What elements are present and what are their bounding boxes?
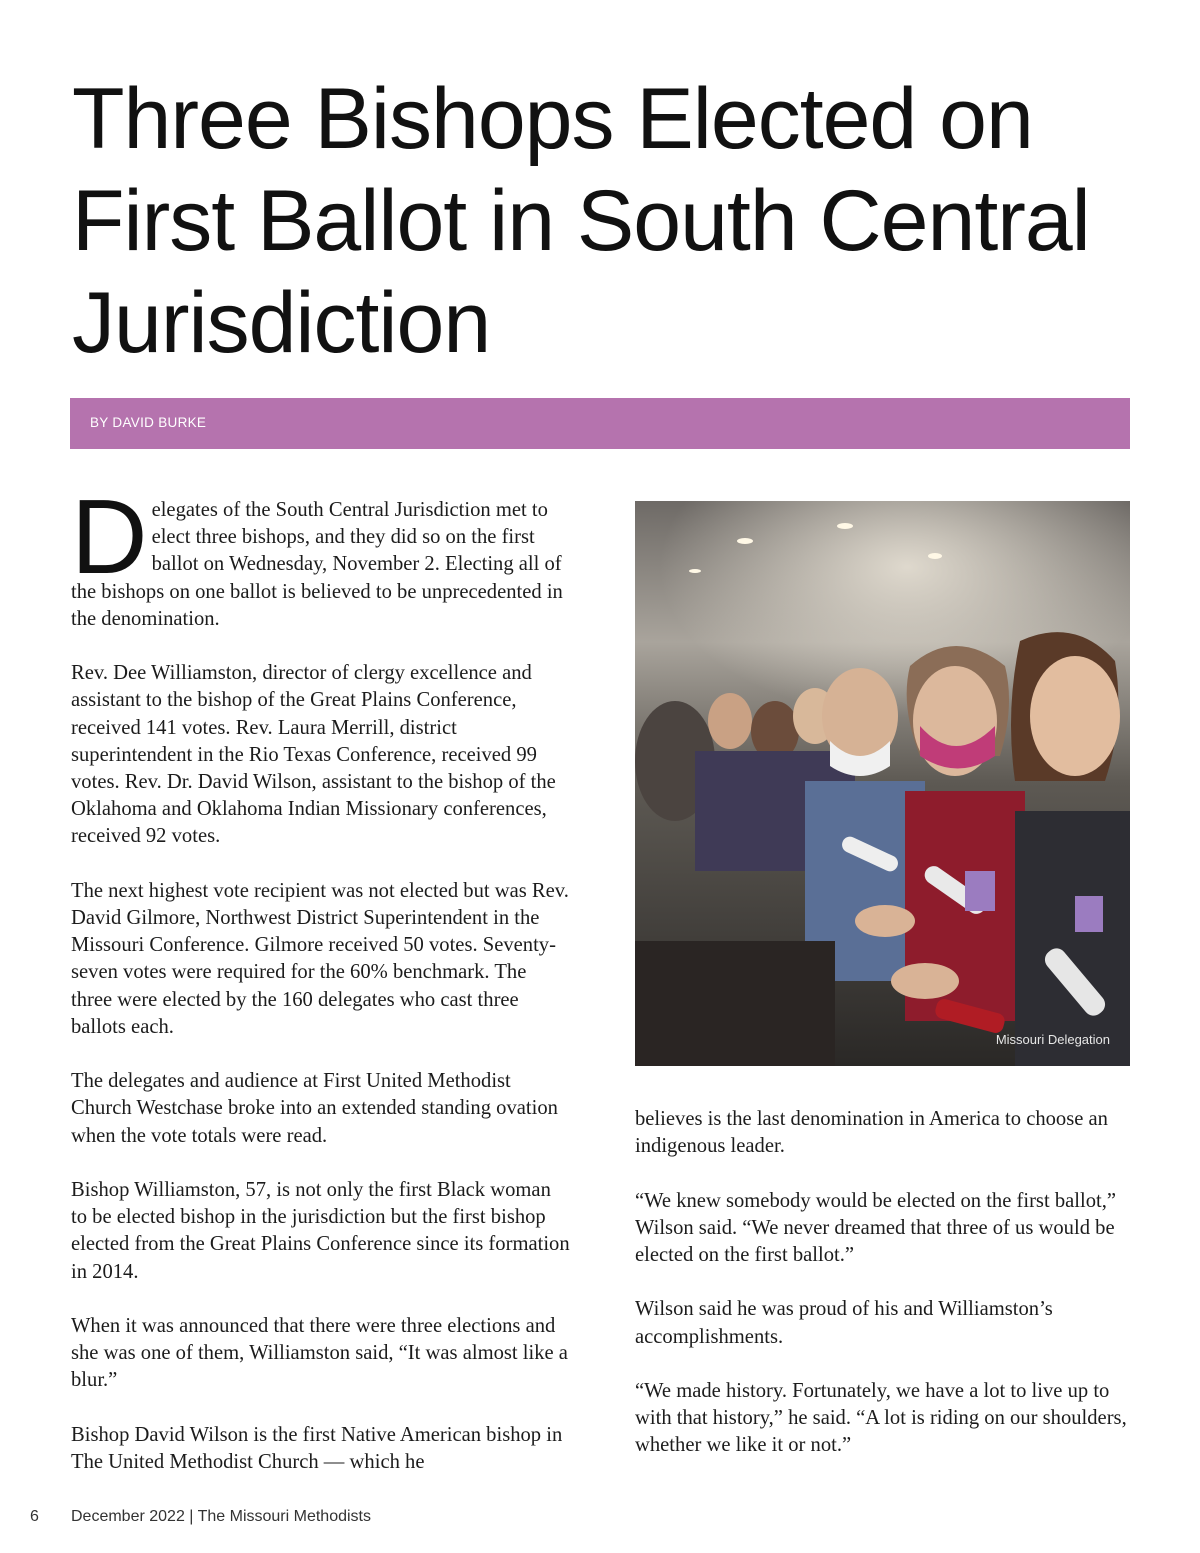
photo-illustration: [635, 501, 1130, 1066]
paragraph-text: elegates of the South Central Jurisdiction met to elect three bishops, and they did so on the first ballot on Wednesday, November 2. Electing all of the bishops on one ballot is believed to be unprecedented in the denomination.: [71, 499, 563, 630]
article-paragraph: The delegates and audience at First United Methodist Church Westchase broke into an extended standing ovation when the vote totals were read.: [71, 1070, 558, 1147]
issue-info: December 2022 | The Missouri Methodists: [71, 1508, 371, 1525]
article-paragraph: The next highest vote recipient was not elected but was Rev. David Gilmore, Northwest District Superintendent in the Missouri Conference. Gilmore received 50 votes. Seventy-seven votes were required for the 60% benchmark. The three were elected by the 160 delegates who cast three ballots each.: [71, 879, 569, 1038]
photo-caption: Missouri Delegation: [995, 1032, 1110, 1047]
article-paragraph: “We made history. Fortunately, we have a lot to live up to with that history,” he said. “A lot is riding on our shoulders, whether we like it or not.”: [635, 1379, 1127, 1457]
article-paragraph: Bishop David Wilson is the first Native American bishop in The United Methodist Church — which he: [71, 1423, 563, 1474]
article-paragraph: Rev. Dee Williamston, director of clergy excellence and assistant to the bishop of the Great Plains Conference, received 141 votes. Rev. Laura Merrill, district superintendent in the Rio Texas Conference, received 99 votes. Rev. Dr. David Wilson, assistant to the bishop of the Oklahoma and Oklahoma Indian Missionary conferences, received 92 votes.: [71, 662, 556, 848]
headline: Three Bishops Elected on First Ballot in South Central Jurisdiction: [72, 71, 1090, 371]
byline: BY DAVID BURKE: [90, 415, 207, 430]
article-paragraph: believes is the last denomination in America to choose an indigenous leader.: [635, 1108, 1108, 1158]
article-column-left: [71, 478, 571, 1503]
article-paragraph: “We knew somebody would be elected on the first ballot,” Wilson said. “We never dreamed that three of us would be elected on the first ballot.”: [635, 1189, 1117, 1266]
page-number: 6: [30, 1508, 39, 1525]
article-paragraph: [71, 478, 571, 633]
article-column-right: [635, 1106, 1135, 1487]
article-paragraph: Wilson said he was proud of his and Williamston’s accomplishments.: [635, 1298, 1053, 1348]
byline-bar: [70, 398, 1130, 449]
article-paragraph: When it was announced that there were three elections and she was one of them, Williamston said, “It was almost like a blur.”: [71, 1315, 568, 1392]
article-paragraph: Bishop Williamston, 57, is not only the first Black woman to be elected bishop in the jurisdiction but the first bishop elected from the Great Plains Conference since its formation in 2014.: [71, 1179, 570, 1283]
photo-delegates: [635, 501, 1130, 1066]
drop-cap: D: [71, 478, 146, 596]
